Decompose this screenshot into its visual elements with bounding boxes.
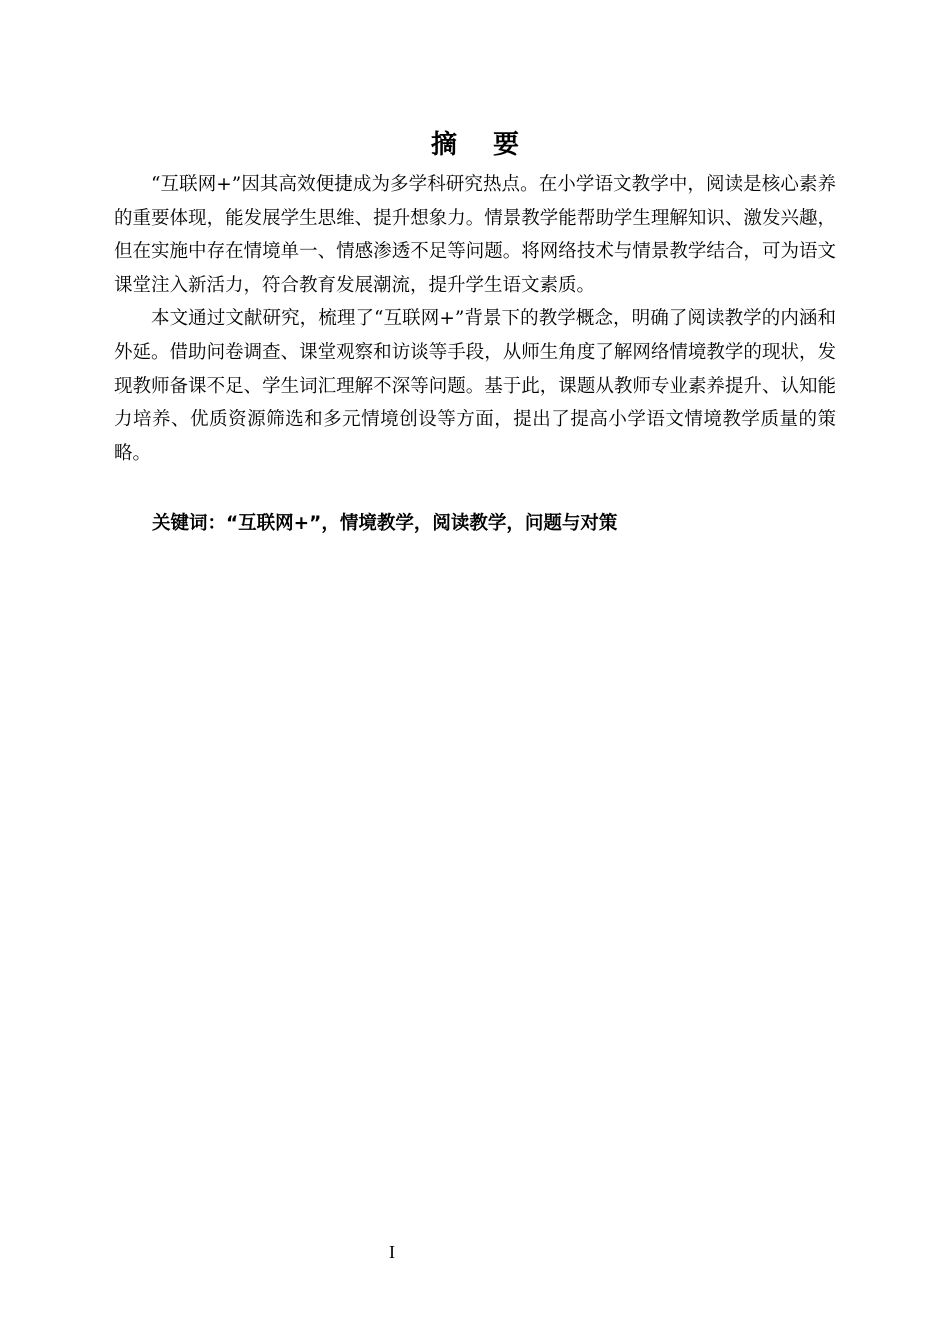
abstract-paragraph-1: “互联网+”因其高效便捷成为多学科研究热点。在小学语文教学中，阅读是核心素养的重要体现，能发展学生思维、提升想象力。情景教学能帮助学生理解知识、激发兴趣，但在实施中存在情境单一、情感渗透不足等问题。将网络技术与情景教学结合，可为语文课堂注入新活力，符合教育发展潮流，提升学生语文素质。 bbox=[114, 174, 836, 296]
page-title: 摘要 bbox=[430, 130, 555, 160]
keywords-line bbox=[152, 508, 852, 540]
abstract-paragraph-2: 本文通过文献研究，梳理了“互联网+”背景下的教学概念，明确了阅读教学的内涵和外延。借助问卷调查、课堂观察和访谈等手段，从师生角度了解网络情境教学的现状，发现教师备课不足、学生词汇理解不深等问题。基于此，课题从教师专业素养提升、认知能力培养、优质资源筛选和多元情境创设等方面，提出了提高小学语文情境教学质量的策略。 bbox=[114, 308, 836, 464]
keywords-label: 关键词： bbox=[152, 513, 227, 534]
abstract-body bbox=[114, 168, 836, 470]
page-number: I bbox=[389, 1242, 395, 1262]
keywords-value: “互联网+”，情境教学，阅读教学，问题与对策 bbox=[226, 513, 618, 534]
